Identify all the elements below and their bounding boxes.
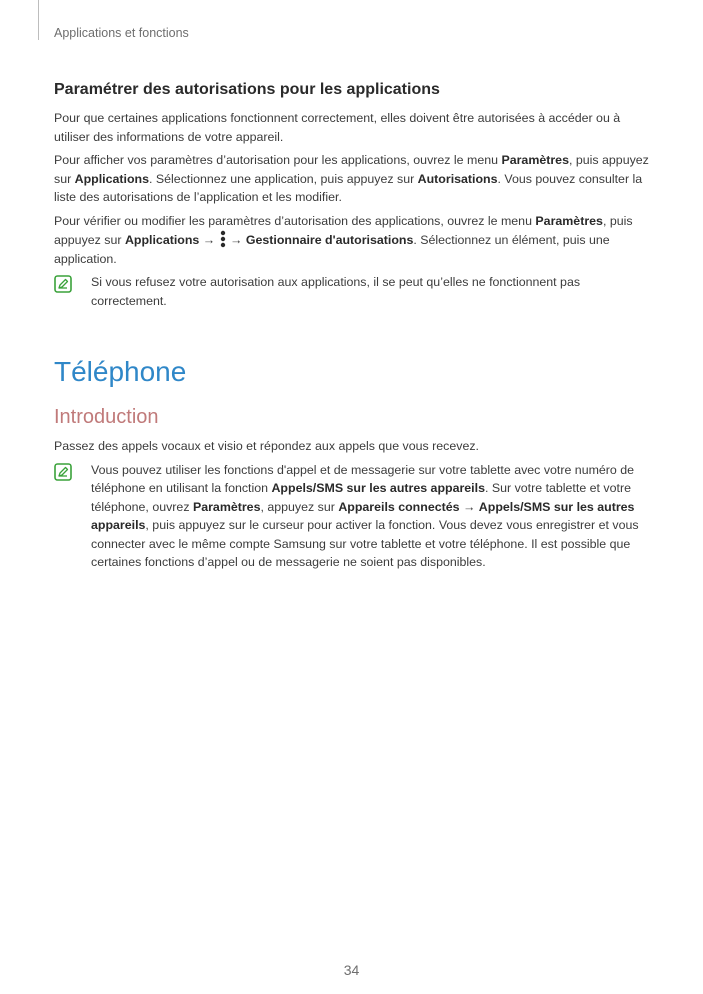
text: , puis appuyez sur [54,153,649,186]
page-number: 34 [343,962,360,978]
menu-applications: Applications [124,233,200,247]
text: Pour vérifier ou modifier les paramètres d’autorisation des applications, ouvrez le menu [54,213,536,228]
text: . Sélectionnez un élément, puis une application. [54,233,610,266]
arrow: → [459,499,479,514]
running-header: Applications et fonctions [54,26,189,40]
menu-connected-devices: Appareils connectés [338,499,460,514]
permissions-note [54,273,654,310]
menu-permission-manager: Gestionnaire d'autorisations [245,233,414,247]
introduction-note [54,461,654,572]
header-rule [38,0,39,40]
note-pencil-icon [54,275,72,293]
permissions-paragraph-2 [54,151,654,207]
text: Pour afficher vos paramètres d’autorisation pour les applications, ouvrez le menu [54,153,502,167]
menu-permissions: Autorisations [417,171,498,186]
menu-settings: Paramètres [501,153,569,167]
menu-applications: Applications [74,171,150,186]
text: , appuyez sur [260,499,339,514]
text: . Sur votre tablette et votre téléphone, ouvrez [91,481,631,514]
permissions-note-text: Si vous refusez votre autorisation aux applications, il se peut qu’elles ne fonctionnent pas correctement. [91,275,581,308]
menu-settings: Paramètres [192,499,261,514]
arrow: → [199,233,219,247]
page-content [54,81,654,572]
permissions-paragraph-1: Pour que certaines applications fonctionnent correctement, elles doivent être autorisées à accéder ou à utiliser des informations de votre appareil. [54,111,621,144]
introduction-note-text [91,461,654,572]
text: Vous pouvez utiliser les fonctions d'appel et de messagerie sur votre tablette avec votre numéro de téléphone en utilisant la fonction [91,462,635,495]
feature-calls-sms: Appels/SMS sur les autres appareils [91,499,635,532]
note-pencil-icon [54,463,72,481]
menu-settings: Paramètres [535,213,603,228]
introduction-paragraph: Passez des appels vocaux et visio et répondez aux appels que vous recevez. [54,439,479,453]
text: , puis appuyez sur le curseur pour activer la fonction. Vous devez vous enregistrer et vous connecter avec le même compte Samsung sur votre tablette et votre téléphone. Il est possible que certaines fonctions d’appel ou de messagerie ne soient pas disponibles. [91,518,639,569]
feature-calls-sms: Appels/SMS sur les autres appareils [271,481,485,495]
chapter-title: Téléphone [54,356,187,387]
more-options-icon [220,230,226,248]
text: . Vous pouvez consulter la liste des autorisations de l’application et les modifier. [54,171,643,204]
arrow: → [226,233,246,247]
text: , puis appuyez sur [54,213,633,247]
introduction-heading: Introduction [54,406,159,428]
text: . Sélectionnez une application, puis appuyez sur [149,171,418,186]
permissions-paragraph-3 [54,212,654,269]
permissions-heading: Paramétrer des autorisations pour les applications [54,81,440,98]
